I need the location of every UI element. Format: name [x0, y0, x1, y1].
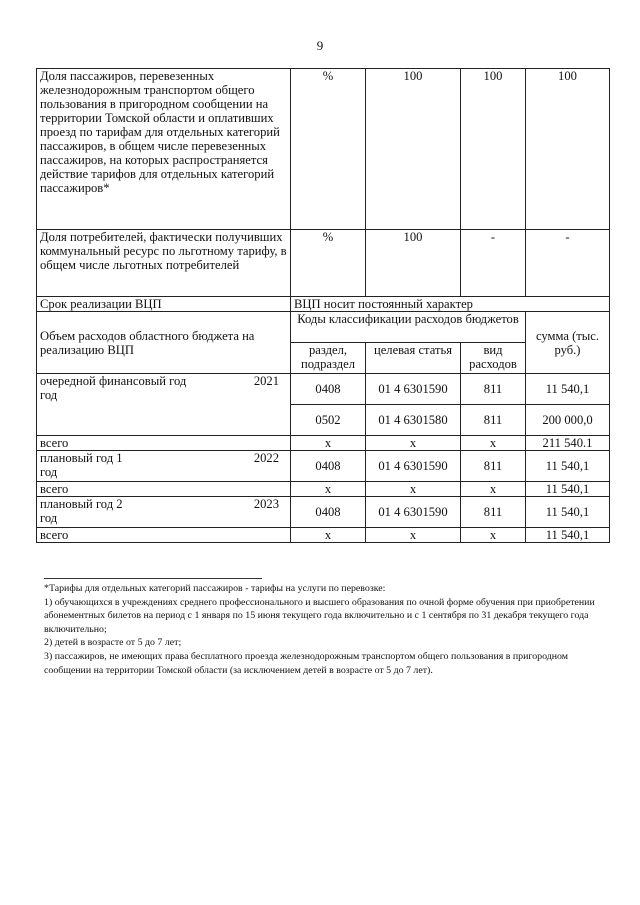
footnote-item: 1) обучающихся в учреждениях среднего профессионального и высшего образования по очной форме обучения при приобретении абонементных билетов на период с 1 января по 15 июня текущего года включительно и с 1 сентября по 31 декабря текущего года включительно; — [44, 596, 595, 635]
indicator-label: Доля потребителей, фактически получивших коммунальный ресурс по льготному тарифу, в общем числе льготных потребителей — [37, 230, 291, 297]
year-suffix: год — [40, 465, 58, 479]
indicator-label: Доля пассажиров, перевезенных железнодорожным транспортом общего пользования в пригородном сообщении на территории Томской области и оплативших проезд по тарифам для отдельных категорий пассажиров, в общем числе перевезенных пассажиров, на которых распространяется действие тарифов для отдельных категорий пассажиров* — [37, 69, 291, 230]
year-name: плановый год 2 — [40, 497, 123, 511]
footnote-item: 2) детей в возрасте от 5 до 7 лет; — [44, 637, 182, 649]
footnote — [44, 582, 604, 677]
target-cell: 01 4 6301590 — [366, 497, 461, 528]
year-name: плановый год 1 — [40, 451, 123, 465]
sum-cell: 200 000,0 — [526, 405, 610, 436]
codes-header: Коды классификации расходов бюджетов — [291, 312, 526, 343]
kind-cell: 811 — [461, 374, 526, 405]
target-cell: х — [366, 482, 461, 497]
target-cell: х — [366, 528, 461, 543]
table-row — [37, 69, 610, 230]
total-row — [37, 436, 610, 451]
page-number: 9 — [316, 38, 324, 53]
year-label — [37, 451, 291, 482]
section-cell: 0502 — [291, 405, 366, 436]
section-cell: х — [291, 482, 366, 497]
year-value: 2023 — [253, 497, 279, 511]
indicator-value: - — [461, 230, 526, 297]
indicator-unit: % — [291, 69, 366, 230]
indicator-value: 100 — [366, 69, 461, 230]
kind-header: вид расходов — [461, 343, 526, 374]
year-label — [37, 374, 291, 436]
total-label: всего — [37, 528, 291, 543]
indicator-value: 100 — [526, 69, 610, 230]
total-row — [37, 482, 610, 497]
sum-cell: 11 540,1 — [526, 497, 610, 528]
indicator-value: 100 — [366, 230, 461, 297]
footnote-intro: *Тарифы для отдельных категорий пассажиров - тарифы на услуги по перевозке: — [44, 583, 386, 594]
sum-header: сумма (тыс. руб.) — [526, 312, 610, 374]
footnote-item: 3) пассажиров, не имеющих права бесплатного проезда железнодорожным транспортом общего пользования в пригородном сообщении на территории Томской области (за исключением детей в возрасте от 5 до 7 лет). — [44, 650, 569, 676]
section-cell: х — [291, 528, 366, 543]
section-cell: 0408 — [291, 374, 366, 405]
table-row — [37, 497, 610, 528]
year-suffix: год — [40, 388, 58, 402]
vcp-table — [36, 68, 610, 543]
indicator-unit: % — [291, 230, 366, 297]
total-label: всего — [37, 482, 291, 497]
table-row — [37, 297, 610, 312]
sum-cell: 11 540,1 — [526, 528, 610, 543]
target-cell: 01 4 6301590 — [366, 374, 461, 405]
table-row — [37, 451, 610, 482]
section-header: раздел, подраздел — [291, 343, 366, 374]
sum-cell: 11 540,1 — [526, 374, 610, 405]
year-value: 2022 — [253, 451, 279, 465]
year-label — [37, 497, 291, 528]
sum-cell: 11 540,1 — [526, 482, 610, 497]
kind-cell: х — [461, 482, 526, 497]
kind-cell: х — [461, 436, 526, 451]
target-cell: 01 4 6301590 — [366, 451, 461, 482]
total-row — [37, 528, 610, 543]
kind-cell: 811 — [461, 497, 526, 528]
total-label: всего — [37, 436, 291, 451]
section-cell: х — [291, 436, 366, 451]
section-cell: 0408 — [291, 451, 366, 482]
target-cell: 01 4 6301580 — [366, 405, 461, 436]
table-row — [37, 374, 610, 405]
section-cell: 0408 — [291, 497, 366, 528]
year-name: очередной финансовый год — [40, 374, 187, 388]
sum-cell: 11 540,1 — [526, 451, 610, 482]
kind-cell: 811 — [461, 451, 526, 482]
footnote-separator — [44, 578, 262, 579]
target-header: целевая статья — [366, 343, 461, 374]
table-header-row — [37, 312, 610, 343]
kind-cell: х — [461, 528, 526, 543]
year-suffix: год — [40, 511, 58, 525]
table-row — [37, 230, 610, 297]
target-cell: х — [366, 436, 461, 451]
kind-cell: 811 — [461, 405, 526, 436]
term-label: Срок реализации ВЦП — [37, 297, 291, 312]
term-value: ВЦП носит постоянный характер — [291, 297, 610, 312]
indicator-value: 100 — [461, 69, 526, 230]
sum-cell: 211 540.1 — [526, 436, 610, 451]
indicator-value: - — [526, 230, 610, 297]
volume-header: Объем расходов областного бюджета на реализацию ВЦП — [37, 312, 291, 374]
year-value: 2021 — [253, 374, 279, 388]
